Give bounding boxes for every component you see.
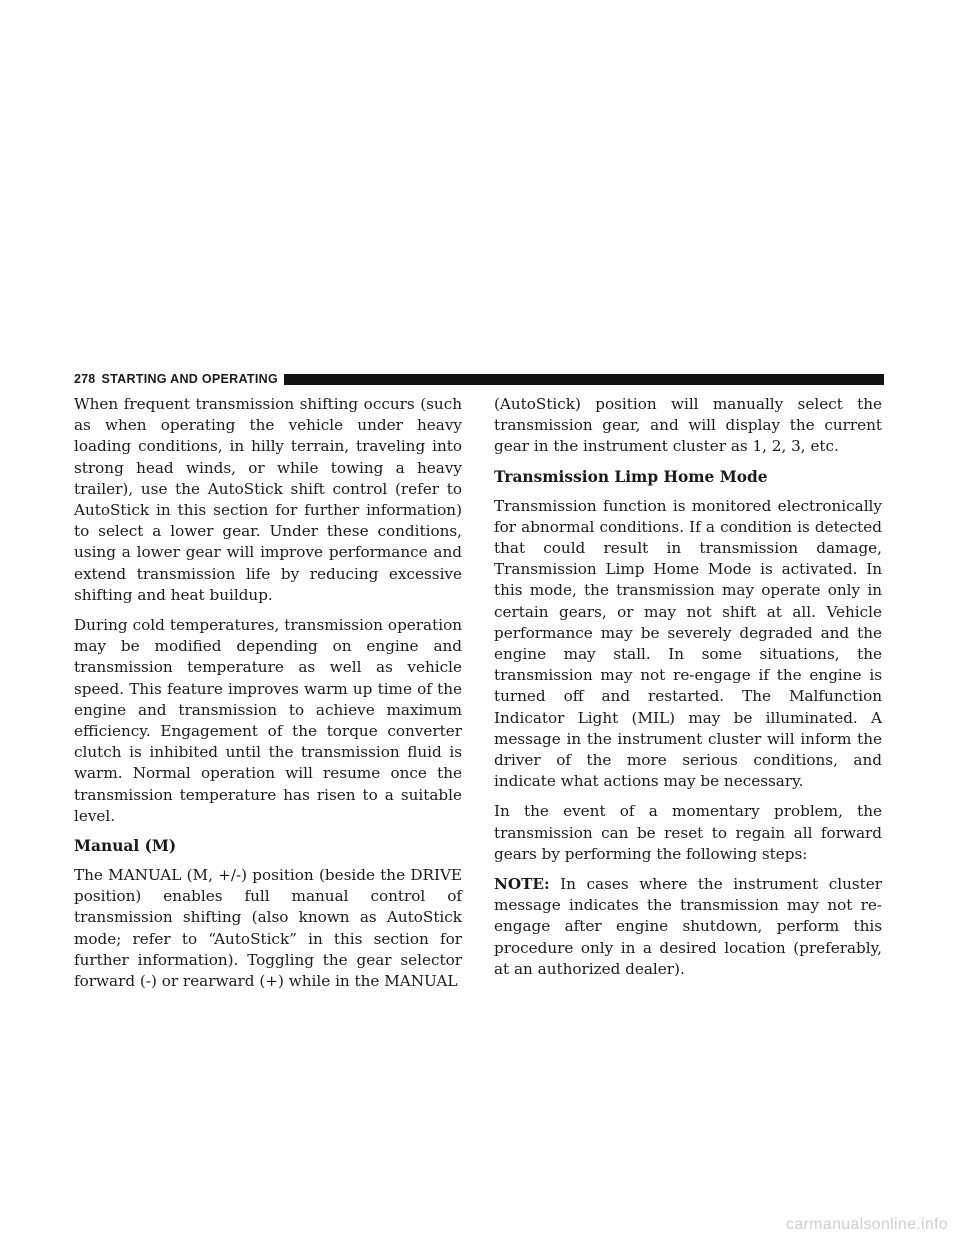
heading-limp-home-mode: Transmission Limp Home Mode <box>494 467 768 486</box>
watermark: carmanualsonline.info <box>786 1216 948 1233</box>
note-paragraph <box>494 874 882 980</box>
note-text: In cases where the instrument cluster message indicates the transmission may not re-engage after engine shutdown, perform this procedure only in a desired location (preferably, at an authorized dealer). <box>494 875 882 978</box>
paragraph-limp-home-description: Transmission function is monitored electronically for abnormal conditions. If a condition is detected that could result in transmission damage, Transmission Limp Home Mode is activated. In this mode, the transmission may operate only in certain gears, or may not shift at all. Vehicle performance may be severely degraded and the engine may stall. In some situations, the transmission may not re-engage if the engine is turned off and restarted. The Malfunction Indicator Light (MIL) may be illuminated. A message in the instrument cluster will inform the driver of the more serious conditions, and indicate what actions may be necessary. <box>494 496 882 791</box>
heading-manual: Manual (M) <box>74 837 177 856</box>
right-column <box>494 394 882 989</box>
paragraph-frequent-shifting: When frequent transmission shifting occurs (such as when operating the vehicle under heavy loading conditions, in hilly terrain, traveling into strong head winds, or while towing a heavy trailer), use the AutoStick shift control (refer to AutoStick in this section for further information) to select a lower gear. Under these conditions, using a lower gear will improve performance and extend transmission life by reducing excessive shifting and heat buildup. <box>74 395 462 604</box>
section-title: STARTING AND OPERATING <box>101 372 278 386</box>
paragraph-autostick-continued: (AutoStick) position will manually select the transmission gear, and will display the current gear in the instrument cluster as 1, 2, 3, etc. <box>494 395 882 456</box>
left-column <box>74 394 462 1001</box>
paragraph-manual-position: The MANUAL (M, +/-) position (beside the DRIVE position) enables full manual control of transmission shifting (also known as AutoStick mode; refer to “AutoStick” in this section for further information). Toggling the gear selector forward (-) or rearward (+) while in the MANUAL <box>74 866 462 991</box>
note-label: NOTE: <box>494 875 550 894</box>
page-number: 278 <box>74 372 96 386</box>
paragraph-cold-temperatures: During cold temperatures, transmission operation may be modified depending on engine and transmission temperature as well as vehicle speed. This feature improves warm up time of the engine and transmission to achieve maximum efficiency. Engagement of the torque converter clutch is inhibited until the transmission fluid is warm. Normal operation will resume once the transmission temperature has risen to a suitable level. <box>74 616 462 825</box>
paragraph-momentary-problem: In the event of a momentary problem, the transmission can be reset to regain all forward gears by performing the following steps: <box>494 802 882 863</box>
page-header <box>74 372 884 386</box>
header-rule <box>284 374 884 385</box>
